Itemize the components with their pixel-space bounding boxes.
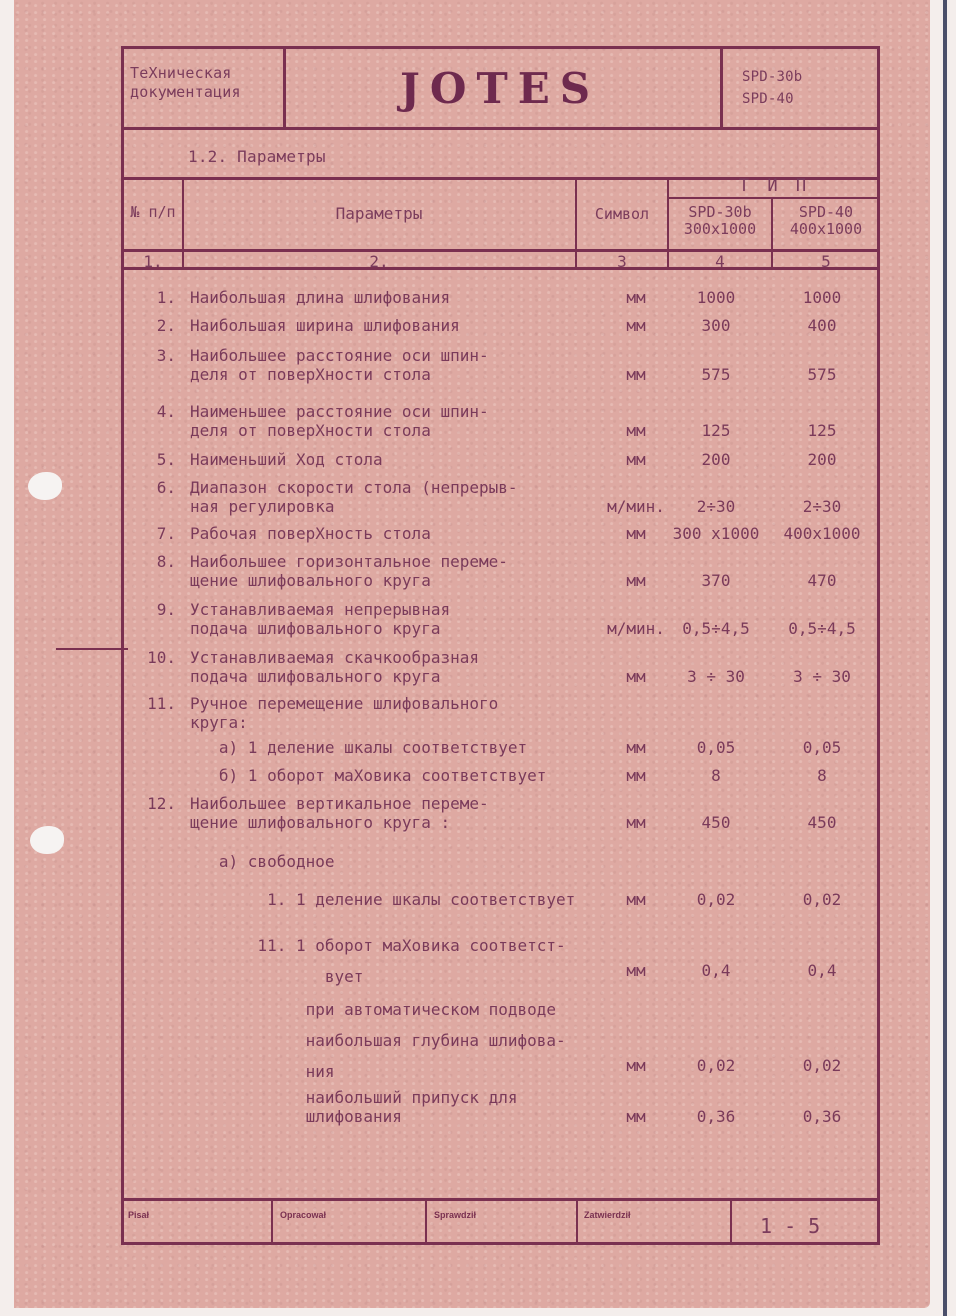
- value-spd-40: 0,4: [807, 961, 837, 980]
- type-rule: [669, 197, 880, 199]
- parameter-name: 1. 1 деление шкалы соответствует: [190, 890, 576, 909]
- col-header-parameters: Параметры: [335, 204, 423, 223]
- value-spd-40: 0,36: [802, 1107, 842, 1126]
- footer-approved-label: Zatwierdził: [584, 1210, 631, 1220]
- row-number: 6.: [156, 478, 176, 497]
- row-number: 7.: [156, 524, 176, 543]
- value-spd-30b: 450: [701, 813, 731, 832]
- value-spd-40: 400: [807, 316, 837, 335]
- row-number: 5.: [156, 450, 176, 469]
- footer-divider: [576, 1200, 578, 1244]
- scanner-edge: [943, 0, 947, 1316]
- value-spd-40: 0,05: [802, 738, 842, 757]
- row-number: 9.: [156, 600, 176, 619]
- parameter-name: Устанавливаемая скачкообразная подача шлифовального круга: [190, 648, 479, 686]
- value-spd-40: 1000: [802, 288, 842, 307]
- parameter-name: 11. 1 оборот маXовика соответст- вует: [257, 936, 566, 986]
- page-number: 1 - 5: [760, 1214, 821, 1238]
- model-codes: [742, 66, 832, 110]
- footer-divider: [425, 1200, 427, 1244]
- unit-symbol: мм: [626, 421, 646, 440]
- col5-model: SPD-40: [798, 203, 854, 221]
- row-number: 2.: [156, 316, 176, 335]
- value-spd-30b: 0,02: [696, 890, 736, 909]
- value-spd-30b: 1000: [696, 288, 736, 307]
- unit-symbol: мм: [626, 1107, 646, 1126]
- unit-symbol: мм: [626, 571, 646, 590]
- value-spd-30b: 2÷30: [696, 497, 736, 516]
- parameter-name: при автоматическом подводе наибольшая глубина шлифова- ния: [305, 1000, 566, 1081]
- parameter-name: а) свободное: [190, 852, 335, 871]
- value-spd-30b: 300: [701, 316, 731, 335]
- unit-symbol: мм: [626, 813, 646, 832]
- doc-type-label: [130, 64, 280, 102]
- row-number: 3.: [156, 346, 176, 365]
- value-spd-30b: 0,4: [701, 961, 731, 980]
- unit-symbol: мм: [626, 316, 646, 335]
- row-number: 8.: [156, 552, 176, 571]
- parameter-name: Рабочая поверXность стола: [190, 524, 431, 543]
- value-spd-30b: 300 x1000: [672, 524, 760, 543]
- section-title: 1.2. Параметры: [188, 147, 326, 166]
- value-spd-30b: 3 ÷ 30: [687, 667, 745, 686]
- unit-symbol: мм: [626, 524, 646, 543]
- parameter-name: Наибольшее вертикальное переме- щение шлифовального круга :: [190, 794, 489, 832]
- value-spd-40: 200: [807, 450, 837, 469]
- col-number-5: 5: [821, 252, 831, 271]
- model-code-1: SPD-30b: [742, 69, 803, 85]
- footer-divider: [271, 1200, 273, 1244]
- col-header-symbol: Символ: [594, 205, 650, 223]
- row-number: 11.: [147, 694, 176, 713]
- value-spd-40: 470: [807, 571, 837, 590]
- doc-type-line1: TeXническая: [130, 64, 232, 82]
- footer-rule: [121, 1198, 880, 1201]
- col4-model: SPD-30b: [688, 203, 752, 221]
- parameter-name: Наибольшая длина шлифования: [190, 288, 451, 307]
- model-code-2: SPD-40: [742, 91, 794, 107]
- col-header-type: Т И П: [738, 176, 811, 196]
- col-number-1: 1.: [143, 252, 163, 271]
- value-spd-30b: 575: [701, 365, 731, 384]
- unit-symbol: мм: [626, 667, 646, 686]
- unit-symbol: мм: [626, 766, 646, 785]
- doc-type-line2: документация: [130, 83, 241, 101]
- col-number-3: 3: [617, 252, 627, 271]
- parameter-name: Устанавливаемая непрерывная подача шлифовального круга: [190, 600, 451, 638]
- value-spd-30b: 200: [701, 450, 731, 469]
- punch-hole: [28, 472, 62, 500]
- row-number: 4.: [156, 402, 176, 421]
- value-spd-40: 0,02: [802, 890, 842, 909]
- unit-symbol: мм: [626, 1056, 646, 1075]
- col5-size: 400x1000: [789, 220, 863, 238]
- value-spd-30b: 0,36: [696, 1107, 736, 1126]
- value-spd-30b: 125: [701, 421, 731, 440]
- value-spd-40: 2÷30: [802, 497, 842, 516]
- row-number: 10.: [147, 648, 176, 667]
- footer-checked-label: Sprawdził: [434, 1210, 477, 1220]
- unit-symbol: мм: [626, 961, 646, 980]
- col4-size: 300x1000: [683, 220, 757, 238]
- value-spd-40: 450: [807, 813, 837, 832]
- parameter-name: Наибольшее расстояние оси шпин- деля от поверXности стола: [190, 346, 489, 384]
- brand-logo: JOTES: [400, 64, 601, 113]
- unit-symbol: мм: [626, 450, 646, 469]
- title-divider: [720, 46, 723, 128]
- row-number: 12.: [147, 794, 176, 813]
- value-spd-30b: 370: [701, 571, 731, 590]
- value-spd-40: 3 ÷ 30: [793, 667, 851, 686]
- footer-divider: [730, 1200, 732, 1244]
- value-spd-40: 0,02: [802, 1056, 842, 1075]
- value-spd-30b: 8: [711, 766, 721, 785]
- unit-symbol: м/мин.: [607, 619, 665, 638]
- parameter-name: наибольший припуск для шлифования: [305, 1088, 518, 1126]
- parameter-name: б) 1 оборот маXовика соответствует: [190, 766, 547, 785]
- parameter-name: Диапазон скорости стола (непрерыв- ная регулировка: [190, 478, 518, 516]
- punch-hole: [30, 826, 64, 854]
- unit-symbol: мм: [626, 738, 646, 757]
- unit-symbol: мм: [626, 365, 646, 384]
- parameter-name: Наибольшая ширина шлифования: [190, 316, 460, 335]
- value-spd-40: 0,5÷4,5: [788, 619, 856, 638]
- col-header-no: № п/п: [130, 203, 176, 221]
- fold-mark: [56, 648, 128, 650]
- unit-symbol: мм: [626, 288, 646, 307]
- value-spd-40: 400x1000: [783, 524, 861, 543]
- parameter-name: а) 1 деление шкалы соответствует: [190, 738, 528, 757]
- value-spd-30b: 0,5÷4,5: [682, 619, 750, 638]
- parameter-name: Ручное перемещение шлифовального круга:: [190, 694, 499, 732]
- title-band-rule: [121, 127, 880, 130]
- row-number: 1.: [156, 288, 176, 307]
- value-spd-30b: 0,02: [696, 1056, 736, 1075]
- title-divider: [283, 46, 286, 128]
- value-spd-40: 8: [817, 766, 827, 785]
- unit-symbol: м/мин.: [607, 497, 665, 516]
- value-spd-40: 575: [807, 365, 837, 384]
- value-spd-40: 125: [807, 421, 837, 440]
- col-header-model-30b: [669, 204, 771, 238]
- col-header-model-40: [773, 204, 879, 238]
- parameter-name: Наименьшее расстояние оси шпин- деля от поверXности стола: [190, 402, 489, 440]
- parameter-name: Наименьший Xод стола: [190, 450, 383, 469]
- parameter-name: Наибольшее горизонтальное переме- щение шлифовального круга: [190, 552, 508, 590]
- col-number-4: 4: [715, 252, 725, 271]
- unit-symbol: мм: [626, 890, 646, 909]
- footer-wrote-label: Pisał: [128, 1210, 150, 1220]
- col-number-2: 2.: [369, 252, 389, 271]
- footer-prepared-label: Opracował: [280, 1210, 327, 1220]
- value-spd-30b: 0,05: [696, 738, 736, 757]
